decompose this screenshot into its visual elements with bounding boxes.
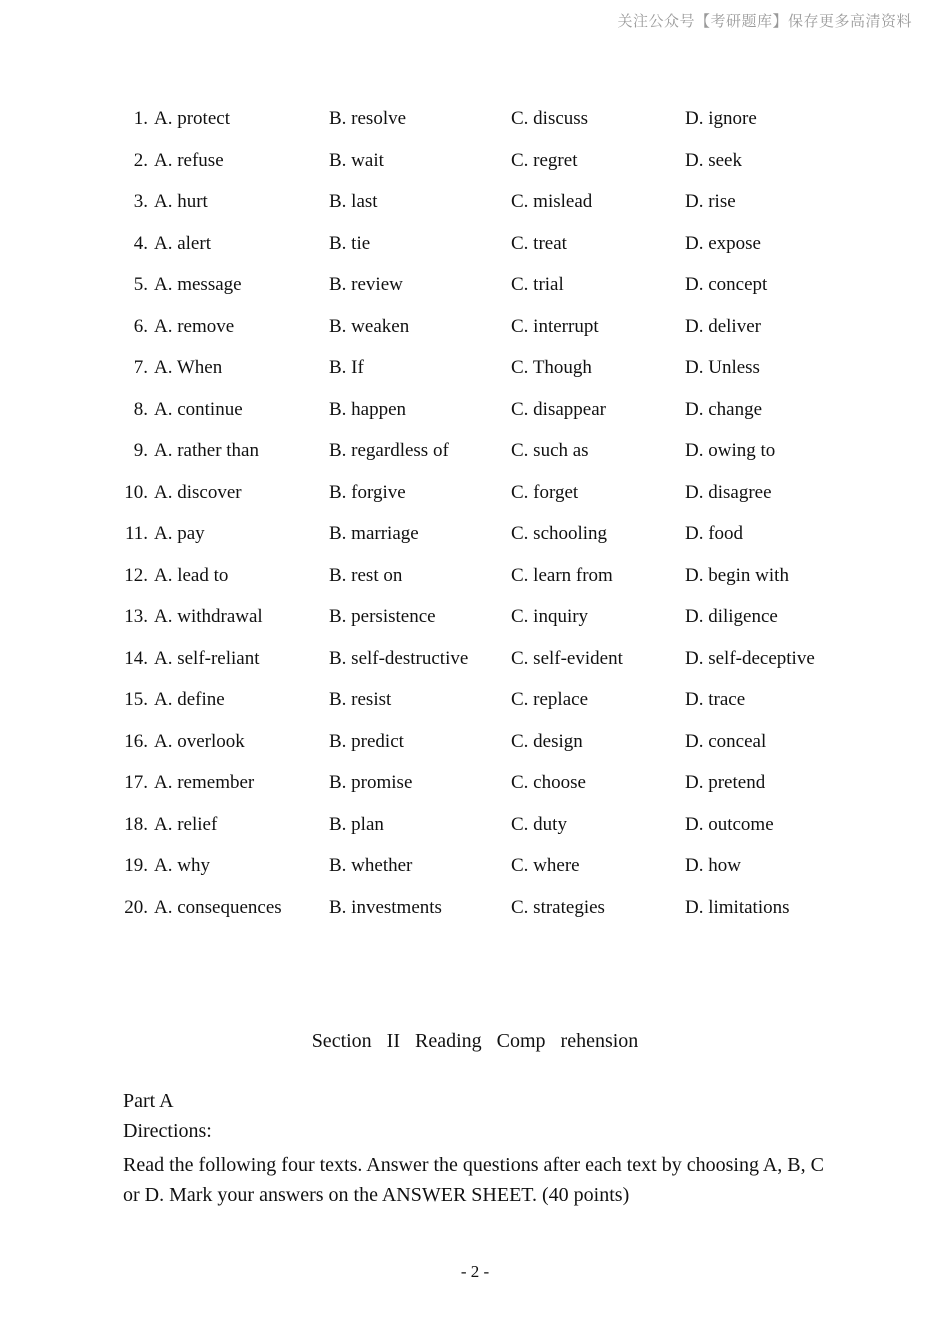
option-c: C. self-evident — [511, 647, 623, 669]
question-number: 14. — [124, 647, 148, 669]
option-d: D. conceal — [685, 730, 767, 752]
question-row — [0, 772, 950, 814]
question-number: 5. — [133, 274, 148, 295]
option-b: B. plan — [329, 813, 384, 835]
option-c: C. learn from — [511, 564, 613, 586]
option-d: D. pretend — [685, 772, 766, 793]
question-number: 11. — [124, 523, 148, 544]
question-row — [0, 482, 950, 524]
part-label: Part A — [123, 1090, 174, 1112]
option-d: D. begin with — [685, 564, 789, 586]
option-a: A. continue — [154, 398, 243, 420]
header-watermark-note: 关注公众号【考研题库】保存更多高清资料 — [617, 12, 912, 30]
question-number: 3. — [133, 191, 148, 212]
option-a: A. message — [154, 274, 242, 295]
option-d: D. self-deceptive — [685, 647, 815, 669]
option-d: D. food — [685, 523, 744, 544]
option-a: A. relief — [154, 813, 218, 835]
option-d: D. disagree — [685, 481, 772, 503]
question-number: 1. — [133, 108, 148, 129]
option-d: D. how — [685, 855, 741, 876]
option-b: B. If — [329, 357, 364, 378]
option-c: C. Though — [511, 357, 592, 378]
question-row — [0, 274, 950, 316]
option-b: B. self-destructive — [329, 647, 469, 669]
option-c: C. regret — [511, 149, 578, 171]
question-number: 9. — [133, 440, 148, 461]
question-row — [0, 191, 950, 233]
question-number: 4. — [133, 232, 148, 254]
option-d: D. rise — [685, 191, 736, 212]
question-number: 12. — [124, 564, 148, 586]
option-d: D. expose — [685, 232, 761, 254]
option-a: A. why — [154, 855, 210, 876]
option-c: C. disappear — [511, 398, 606, 420]
option-c: C. inquiry — [511, 606, 589, 627]
page-number: - 2 - — [460, 1262, 490, 1281]
question-row — [0, 731, 950, 773]
option-d: D. Unless — [685, 357, 760, 378]
option-b: B. resist — [329, 689, 392, 710]
question-number: 16. — [124, 730, 148, 752]
option-b: B. marriage — [329, 523, 419, 544]
option-a: A. self-reliant — [154, 647, 260, 669]
option-d: D. change — [685, 398, 763, 420]
question-number: 7. — [133, 357, 148, 378]
option-d: D. concept — [685, 274, 768, 295]
question-number: 18. — [124, 813, 148, 835]
option-c: C. replace — [511, 689, 589, 710]
question-number: 2. — [133, 149, 148, 171]
option-b: B. resolve — [329, 108, 407, 129]
option-c: C. where — [511, 855, 580, 876]
option-b: B. whether — [329, 855, 413, 876]
option-b: B. tie — [329, 232, 371, 254]
option-a: A. overlook — [154, 730, 245, 752]
option-c: C. duty — [511, 813, 567, 835]
option-b: B. rest on — [329, 564, 403, 586]
question-number: 6. — [133, 315, 148, 337]
section-title: Section II Reading Comp rehension — [311, 1030, 639, 1052]
option-a: A. remove — [154, 315, 235, 337]
option-c: C. forget — [511, 481, 579, 503]
question-row — [0, 357, 950, 399]
option-a: A. alert — [154, 232, 211, 254]
question-number: 19. — [124, 855, 148, 876]
option-d: D. owing to — [685, 440, 776, 461]
option-c: C. treat — [511, 232, 567, 254]
option-b: B. review — [329, 274, 403, 295]
option-b: B. forgive — [329, 481, 406, 503]
option-b: B. last — [329, 191, 378, 212]
option-a: A. withdrawal — [154, 606, 263, 627]
option-a: A. hurt — [154, 191, 208, 212]
question-row — [0, 897, 950, 939]
question-number: 15. — [124, 689, 148, 710]
directions-text: Read the following four texts. Answer the questions after each text by choosing A, B, C or D. Mark your answers on the ANSWER SHEET. (40 points) — [123, 1154, 824, 1206]
option-a: A. consequences — [154, 896, 282, 918]
question-row — [0, 108, 950, 150]
option-d: D. trace — [685, 689, 746, 710]
question-row — [0, 523, 950, 565]
option-d: D. seek — [685, 149, 742, 171]
option-d: D. deliver — [685, 315, 761, 337]
option-c: C. mislead — [511, 191, 593, 212]
option-b: B. predict — [329, 730, 404, 752]
option-b: B. weaken — [329, 315, 410, 337]
option-b: B. persistence — [329, 606, 436, 627]
question-number: 13. — [124, 606, 148, 627]
option-c: C. interrupt — [511, 315, 599, 337]
option-c: C. trial — [511, 274, 564, 295]
option-b: B. regardless of — [329, 440, 449, 461]
option-a: A. remember — [154, 772, 255, 793]
question-number: 8. — [133, 398, 148, 420]
option-a: A. protect — [154, 108, 230, 129]
question-number: 10. — [124, 481, 148, 503]
option-c: C. such as — [511, 440, 589, 461]
question-row — [0, 855, 950, 897]
question-row — [0, 606, 950, 648]
question-row — [0, 233, 950, 275]
option-a: A. When — [154, 357, 223, 378]
question-row — [0, 648, 950, 690]
question-row — [0, 150, 950, 192]
option-c: C. discuss — [511, 108, 589, 129]
question-row — [0, 440, 950, 482]
directions-label: Directions: — [123, 1120, 212, 1142]
option-a: A. rather than — [154, 440, 259, 461]
option-a: A. discover — [154, 481, 242, 503]
option-b: B. wait — [329, 149, 384, 171]
option-d: D. limitations — [685, 896, 790, 918]
option-c: C. design — [511, 730, 583, 752]
option-a: A. lead to — [154, 564, 229, 586]
question-number: 17. — [124, 772, 148, 793]
question-row — [0, 316, 950, 358]
option-d: D. diligence — [685, 606, 778, 627]
question-row — [0, 399, 950, 441]
option-b: B. promise — [329, 772, 413, 793]
option-c: C. schooling — [511, 523, 608, 544]
option-b: B. happen — [329, 398, 407, 420]
option-b: B. investments — [329, 896, 442, 918]
option-c: C. choose — [511, 772, 586, 793]
option-d: D. outcome — [685, 813, 774, 835]
options-list — [0, 108, 950, 938]
question-row — [0, 689, 950, 731]
option-d: D. ignore — [685, 108, 757, 129]
option-a: A. pay — [154, 523, 205, 544]
question-number: 20. — [124, 896, 148, 918]
question-row — [0, 814, 950, 856]
option-a: A. define — [154, 689, 225, 710]
option-c: C. strategies — [511, 896, 605, 918]
question-row — [0, 565, 950, 607]
option-a: A. refuse — [154, 149, 224, 171]
